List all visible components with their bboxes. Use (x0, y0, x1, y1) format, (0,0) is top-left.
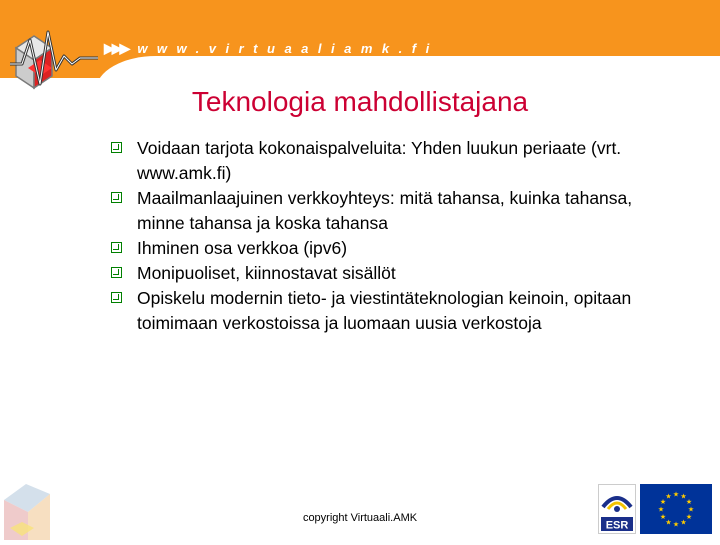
eu-star: ★ (657, 506, 665, 514)
checkbox-bullet-icon (111, 142, 122, 153)
slide-title: Teknologia mahdollistajana (191, 86, 529, 117)
eu-star: ★ (659, 499, 667, 506)
bullet-text: Monipuoliset, kiinnostavat sisällöt (137, 263, 396, 283)
bullet-list (110, 136, 670, 336)
checkbox-bullet-icon (111, 242, 122, 253)
eu-star: ★ (680, 493, 687, 501)
eu-star: ★ (680, 519, 687, 527)
eu-star: ★ (672, 521, 680, 529)
checkbox-bullet-icon (111, 292, 122, 303)
eu-star: ★ (659, 514, 667, 521)
eu-star: ★ (685, 499, 693, 506)
eu-star: ★ (687, 506, 695, 514)
bullet-text: Maailmanlaajuinen verkkoyhteys: mitä tahansa, kuinka tahansa, minne tahansa ja koska tahansa (137, 188, 633, 233)
header-url[interactable] (104, 38, 439, 58)
esr-logo-label: ESR (605, 519, 629, 532)
url-arrows: ▶▶▶ (104, 39, 128, 56)
eu-star: ★ (685, 514, 693, 521)
cube-decoration-icon (0, 470, 70, 540)
bullet-text: Voidaan tarjota kokonaispalveluita: Yhden luukun periaate (vrt. www.amk.fi) (137, 138, 622, 183)
bullet-text: Ihminen osa verkkoa (ipv6) (137, 238, 348, 258)
url-text[interactable]: www.virtuaaliamk.fi (137, 40, 439, 56)
bullet-item (110, 261, 670, 286)
esr-logo-icon (598, 484, 636, 534)
bullet-item (110, 186, 670, 236)
eu-star: ★ (665, 493, 672, 501)
eu-star: ★ (665, 519, 672, 527)
checkbox-bullet-icon (111, 192, 122, 203)
bullet-item (110, 136, 670, 186)
eu-star: ★ (672, 491, 680, 499)
copyright-text: copyright Virtuaali.AMK (302, 512, 418, 524)
eu-flag-icon (640, 484, 712, 534)
bullet-item (110, 236, 670, 261)
bullet-text: Opiskelu modernin tieto- ja viestintäteknologian keinoin, opitaan toimimaan verkostoissa ja luomaan uusia verkostoja (137, 288, 632, 333)
checkbox-bullet-icon (111, 267, 122, 278)
bullet-item (110, 286, 670, 336)
